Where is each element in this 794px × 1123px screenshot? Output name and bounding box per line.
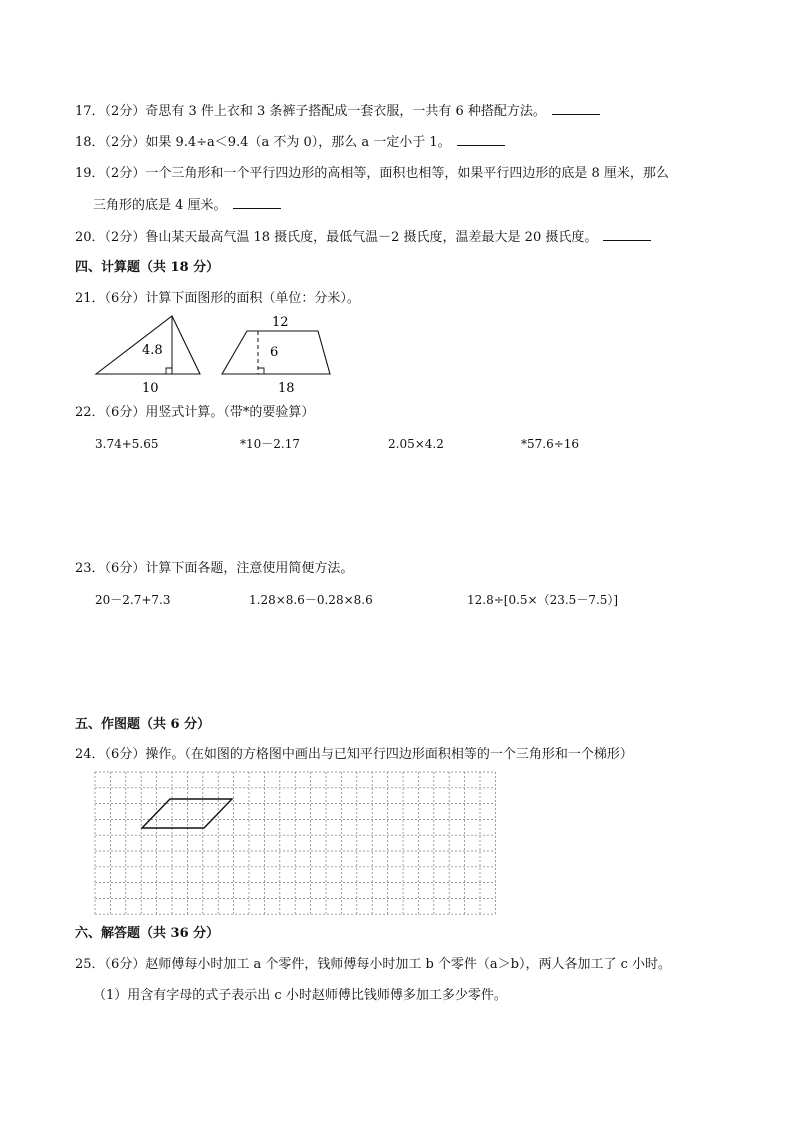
question-text: 操作。（在如图的方格图中画出与已知平行四边形面积相等的一个三角形和一个梯形） — [145, 747, 633, 762]
right-angle-mark — [166, 368, 172, 374]
question-number: 17． — [75, 104, 105, 119]
trapezoid-height-label: 6 — [270, 345, 279, 360]
question-score: （6分） — [104, 747, 146, 762]
calc-expression: *57.6÷16 — [521, 437, 580, 451]
trapezoid-figure — [222, 315, 330, 396]
question-19 — [75, 165, 669, 183]
trapezoid-top-label: 12 — [272, 315, 289, 330]
question-21 — [75, 290, 360, 308]
question-score: （6分） — [104, 405, 146, 420]
question-score: （2分） — [104, 135, 146, 150]
question-text: 奇思有 3 件上衣和 3 条裤子搭配成一套衣服，一共有 6 种搭配方法。 — [145, 104, 546, 119]
triangle-height-label: 4.8 — [142, 343, 163, 358]
question-number: 25． — [75, 957, 105, 972]
calc-expression: *10－2.17 — [240, 437, 300, 451]
section-heading-answers: 六、解答题（共 36 分） — [75, 926, 220, 941]
question-22 — [75, 404, 314, 422]
question-text: 如果 9.4÷a＜9.4（a 不为 0），那么 a 一定小于 1。 — [145, 135, 451, 150]
question-score: （6分） — [104, 291, 146, 306]
grid-lines — [95, 772, 495, 914]
question-19-continued — [93, 196, 281, 215]
question-23 — [75, 560, 353, 578]
section-heading-calculation: 四、计算题（共 18 分） — [75, 260, 220, 275]
question-score: （2分） — [104, 166, 146, 181]
drawing-grid[interactable] — [94, 771, 496, 917]
question-25-part-1: （1）用含有字母的式子表示出 c 小时赵师傅比钱师傅多加工多少零件。 — [93, 988, 507, 1003]
question-number: 24． — [75, 747, 105, 762]
calc-expression: 1.28×8.6－0.28×8.6 — [249, 593, 373, 607]
trapezoid-bottom-label: 18 — [278, 381, 295, 396]
calc-expression: 20－2.7+7.3 — [95, 593, 171, 607]
question-number: 19． — [75, 166, 105, 181]
question-score: （2分） — [104, 230, 146, 245]
answer-blank[interactable] — [552, 102, 600, 115]
question-20 — [75, 228, 651, 247]
question-text: 鲁山某天最高气温 18 摄氏度，最低气温－2 摄氏度，温差最大是 20 摄氏度。 — [145, 230, 598, 245]
answer-blank[interactable] — [603, 228, 651, 241]
question-text: 计算下面各题，注意使用简便方法。 — [145, 561, 354, 576]
calc-expression: 2.05×4.2 — [388, 437, 444, 451]
calc-expression: 12.8÷[0.5×（23.5－7.5）] — [467, 593, 619, 607]
question-number: 21． — [75, 291, 105, 306]
question-text: 赵师傅每小时加工 a 个零件，钱师傅每小时加工 b 个零件（a＞b），两人各加工了 c 小时。 — [145, 957, 672, 972]
question-number: 23． — [75, 561, 105, 576]
question-text: 用竖式计算。（带*的要验算） — [145, 405, 315, 420]
question-score: （6分） — [104, 957, 146, 972]
calc-expression: 3.74+5.65 — [95, 437, 159, 451]
question-number: 18． — [75, 135, 105, 150]
triangle-figure — [96, 316, 200, 396]
answer-blank[interactable] — [457, 133, 505, 146]
question-number: 20． — [75, 230, 105, 245]
question-18 — [75, 133, 505, 152]
question-17 — [75, 102, 600, 121]
answer-blank[interactable] — [233, 196, 281, 209]
section-heading-drawing: 五、作图题（共 6 分） — [75, 717, 211, 732]
question-25 — [75, 956, 671, 974]
triangle-base-label: 10 — [142, 381, 159, 396]
question-score: （2分） — [104, 104, 146, 119]
question-number: 22． — [75, 405, 105, 420]
area-figures — [90, 312, 345, 398]
question-24 — [75, 746, 633, 764]
question-text: 计算下面图形的面积（单位：分米）。 — [145, 291, 360, 306]
question-text: 一个三角形和一个平行四边形的高相等，面积也相等，如果平行四边形的底是 8 厘米，那么 — [145, 166, 669, 181]
right-angle-mark — [258, 368, 264, 374]
question-score: （6分） — [104, 561, 146, 576]
question-text: 三角形的底是 4 厘米。 — [93, 198, 227, 213]
